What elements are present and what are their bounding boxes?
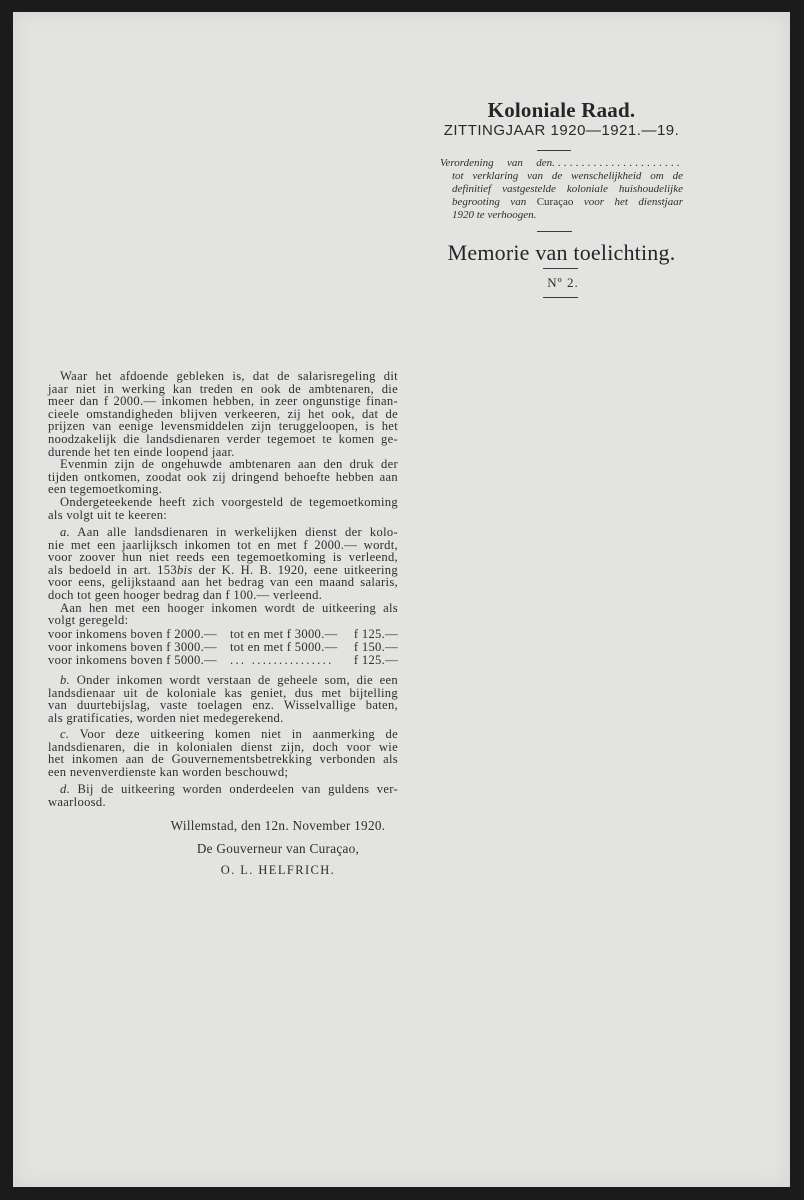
item-marker: b. bbox=[60, 673, 71, 687]
item-line: nie met een jaarlijksch inkomen tot en met f 2000.— wordt, bbox=[48, 537, 398, 552]
subject-text: begrooting van bbox=[452, 195, 537, 208]
item-line bbox=[48, 526, 398, 539]
session-year: ZITTINGJAAR 1920—1921.—19. bbox=[443, 122, 680, 139]
item-line bbox=[48, 728, 398, 741]
income-amount: f 150.— bbox=[353, 639, 398, 654]
income-from: voor inkomens boven f 5000.— bbox=[48, 652, 217, 667]
subject-line: definitief vastgestelde koloniale huishoudelijke bbox=[452, 182, 683, 195]
subject-line bbox=[440, 157, 683, 170]
item-b bbox=[48, 674, 398, 724]
item-line: doch tot geen hooger bedrag dan f 100.— verleend. bbox=[48, 587, 323, 602]
subject-line bbox=[440, 196, 683, 209]
item-marker: a. bbox=[60, 525, 71, 539]
paragraph-line: prijzen van eenige levensmiddelen zijn teruggeloopen, is het bbox=[48, 419, 398, 434]
paragraph-line: Waar het afdoende gebleken is, dat de salarisregeling dit bbox=[60, 369, 398, 383]
document-title: Koloniale Raad. bbox=[487, 98, 636, 122]
paragraph-line: Aan hen met een hooger inkomen wordt de uitkeering als bbox=[60, 600, 398, 615]
income-row bbox=[48, 641, 398, 654]
divider-rule bbox=[537, 231, 572, 232]
signatory-name: O. L. HELFRICH. bbox=[220, 863, 336, 877]
item-a bbox=[48, 526, 398, 627]
item-text: Aan alle landsdienaren in werkelijken dienst der kolo- bbox=[77, 525, 398, 539]
income-to: ... ............... bbox=[230, 652, 334, 667]
place-date: Willemstad, den 12n. November 1920. bbox=[170, 818, 386, 833]
item-marker: c. bbox=[60, 727, 70, 741]
income-from: voor inkomens boven f 2000.— bbox=[48, 626, 217, 641]
income-row bbox=[48, 628, 398, 641]
item-line bbox=[48, 783, 398, 796]
income-table bbox=[48, 628, 398, 667]
subject-line: tot verklaring van de wenschelijkheid om de bbox=[452, 169, 683, 182]
document-number: Nº 2. bbox=[547, 275, 579, 290]
income-row bbox=[48, 654, 398, 667]
paragraph-line: noodzakelijk die landsdienaren verder tegemoet te komen ge- bbox=[48, 431, 398, 446]
paragraph-line: meer dan f 2000.— inkomen hebben, in zeer ongunstige finan- bbox=[48, 394, 398, 409]
income-amount: f 125.— bbox=[353, 626, 398, 641]
item-text: Voor deze uitkeering komen niet in aanmerking de bbox=[79, 727, 398, 741]
subject-line: 1920 te verhoogen. bbox=[452, 208, 537, 221]
signatory-title: De Gouverneur van Curaçao, bbox=[196, 841, 360, 856]
article-suffix: bis bbox=[176, 562, 193, 577]
item-text: der K. H. B. 1920, eene uitkeering bbox=[192, 562, 399, 577]
item-text: Onder inkomen wordt verstaan de geheele som, die een bbox=[76, 673, 399, 687]
paragraph-line: tijden ontkomen, zoodat ook zij dringend behoefte hebben aan bbox=[48, 469, 398, 484]
item-c bbox=[48, 728, 398, 778]
paragraph-line: als volgt uit te keeren: bbox=[48, 507, 168, 522]
item-line bbox=[48, 674, 398, 687]
income-from: voor inkomens boven f 3000.— bbox=[48, 639, 217, 654]
paragraph-line: Ondergeteekende heeft zich voorgesteld de tegemoetkoming bbox=[60, 494, 398, 509]
item-line: een nevenverdienste kan worden beschouwd; bbox=[48, 764, 289, 779]
paragraph-line: jaar niet in werking kan treden en ook de ambtenaren, die bbox=[48, 381, 398, 396]
item-line: landsdienaren, die in kolonialen dienst zijn, doch voor wie bbox=[48, 739, 398, 754]
item-line: landsdienaar uit de koloniale kas geniet, dus met bijtelling bbox=[48, 685, 398, 700]
income-to: tot en met f 3000.— bbox=[230, 626, 338, 641]
income-to: tot en met f 5000.— bbox=[230, 639, 338, 654]
paragraph-line: cieele omstandigheden blijven verkeeren, zij het ook, dat de bbox=[48, 406, 398, 421]
item-text: als bedoeld in art. 153 bbox=[48, 562, 177, 577]
subject-intro: Verordening van den bbox=[440, 156, 553, 169]
item-d bbox=[48, 783, 398, 808]
item-line: van duurtebijslag, vaste toelagen enz. Wisselvallige baten, bbox=[48, 698, 398, 713]
paragraph-line: durende het ten einde loopend jaar. bbox=[48, 444, 235, 459]
item-line: het inkomen aan de Gouvernementsbetrekking verbonden als bbox=[48, 752, 398, 767]
item-line: als gratificaties, worden niet medegerekend. bbox=[48, 710, 284, 725]
paragraph-line: Evenmin zijn de ongehuwde ambtenaren aan den druk der bbox=[60, 457, 398, 472]
memo-title: Memorie van toelichting. bbox=[447, 240, 676, 265]
income-amount: f 125.— bbox=[353, 652, 398, 667]
item-line: waarloosd. bbox=[48, 794, 106, 809]
paragraph-line: een tegemoetkoming. bbox=[48, 482, 163, 497]
memo-body-intro bbox=[48, 370, 398, 521]
divider-rule bbox=[537, 150, 571, 151]
item-line: voor zoover hun niet reeds een tegemoetkoming is verleend, bbox=[48, 550, 398, 565]
subject-place: Curaçao bbox=[536, 195, 574, 208]
paragraph-line: volgt geregeld: bbox=[48, 613, 129, 628]
subject-text: voor het dienstjaar bbox=[573, 195, 683, 208]
item-text: Bij de uitkeering worden onderdeelen van guldens ver- bbox=[77, 782, 398, 796]
item-line: voor eens, gelijkstaand aan het bedrag van een maand salaris, bbox=[48, 575, 398, 590]
divider-rule bbox=[543, 297, 578, 298]
ordinance-subject bbox=[440, 157, 683, 222]
subject-blank: ...................... bbox=[552, 156, 683, 169]
divider-rule bbox=[543, 268, 578, 269]
item-marker: d. bbox=[60, 782, 71, 796]
